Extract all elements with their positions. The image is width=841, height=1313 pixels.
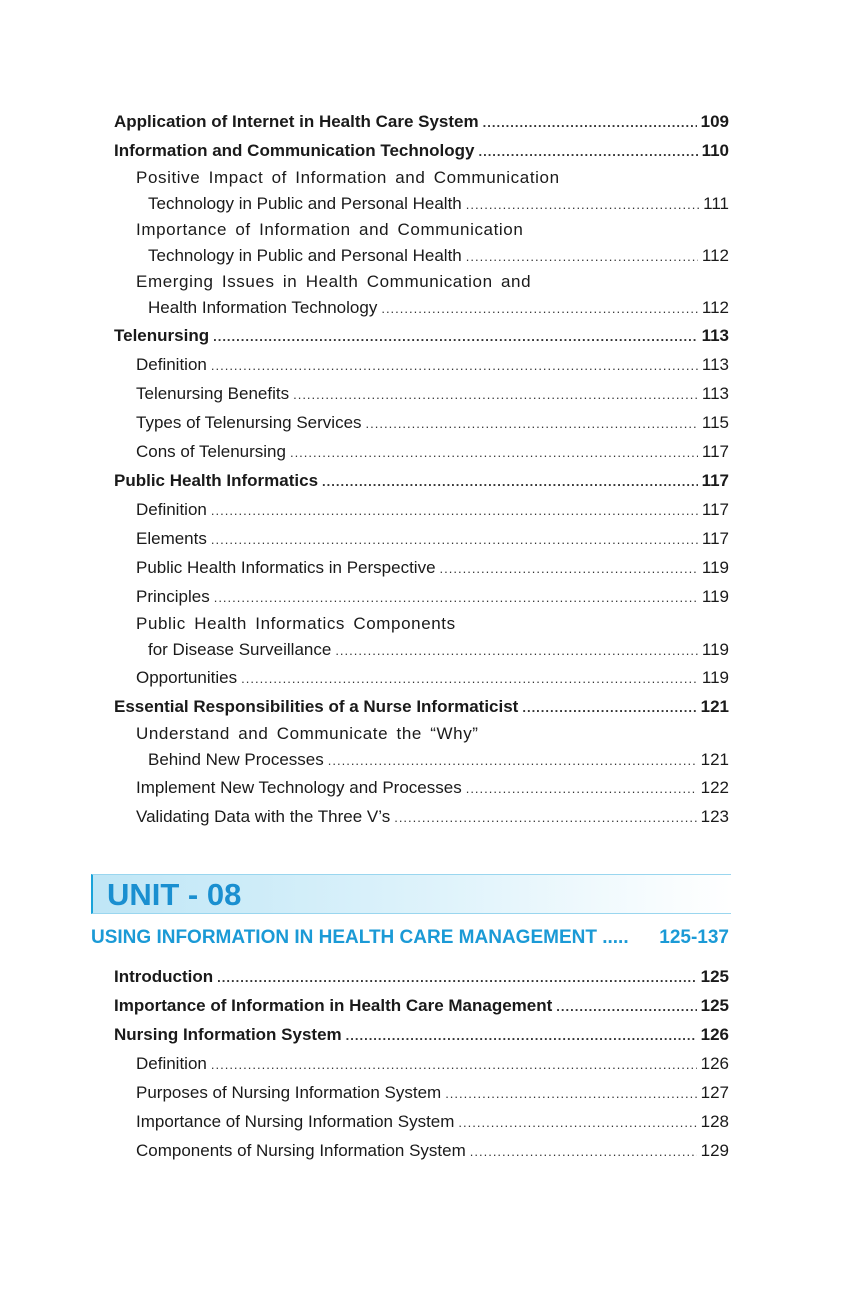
- toc-subentry: [114, 408, 729, 437]
- toc-dot-leader: [522, 693, 696, 722]
- unit-title-row: [91, 927, 729, 949]
- toc-subentry: [114, 773, 729, 802]
- toc-entry-title: Public Health Informatics in Perspective: [136, 558, 436, 577]
- toc-entry-first-line: Public Health Informatics Components: [136, 614, 456, 633]
- toc-page-number: 126: [700, 1025, 729, 1044]
- toc-page-number: 115: [701, 413, 729, 432]
- toc-dot-leader: [458, 1108, 696, 1137]
- toc-dot-leader: [293, 380, 698, 409]
- toc-entry-title: Components of Nursing Information System: [136, 1141, 466, 1160]
- toc-dot-leader: [445, 1079, 696, 1108]
- toc-entry-title: Telenursing Benefits: [136, 384, 290, 403]
- toc-entry-title: Opportunities: [136, 668, 238, 687]
- toc-page-number: 110: [701, 141, 729, 160]
- toc-page-number: 119: [701, 640, 729, 659]
- toc-entry-title: Health Information Technology: [148, 298, 378, 317]
- toc-dot-leader: [217, 963, 696, 992]
- toc-page-number: 126: [700, 1054, 729, 1073]
- toc-subentry: [114, 191, 729, 217]
- toc-subentry: [114, 379, 729, 408]
- toc-page-number: 117: [701, 442, 729, 461]
- toc-dot-leader: [322, 467, 698, 496]
- toc-page-number: 122: [700, 778, 729, 797]
- toc-entry-title: Public Health Informatics: [114, 471, 319, 490]
- toc-heading-entry: [114, 991, 729, 1020]
- toc-page-number: 111: [703, 194, 729, 213]
- toc-dot-leader: [466, 774, 697, 803]
- toc-page-number: 117: [701, 529, 729, 548]
- toc-subentry: [114, 637, 729, 663]
- toc-dot-leader: [346, 1021, 697, 1050]
- toc-dot-leader: [335, 638, 698, 664]
- toc-page-number: 112: [701, 246, 729, 265]
- toc-entry-title: Principles: [136, 587, 210, 606]
- toc-subentry: [114, 524, 729, 553]
- toc-page-number: 117: [701, 471, 729, 490]
- toc-dot-leader: [466, 244, 698, 270]
- toc-page-number: 117: [701, 500, 729, 519]
- toc-entry-title: Definition: [136, 1054, 207, 1073]
- toc-subentry: [114, 1078, 729, 1107]
- toc-subentry: [114, 663, 729, 692]
- toc-subentry: [114, 295, 729, 321]
- toc-entry-title: Technology in Public and Personal Health: [148, 246, 462, 265]
- toc-dot-leader: [214, 583, 698, 612]
- toc-dot-leader: [470, 1137, 697, 1166]
- toc-heading-entry: [114, 107, 729, 136]
- toc-heading-entry: [114, 1020, 729, 1049]
- toc-page-number: 123: [700, 807, 729, 826]
- toc-entry-title: Behind New Processes: [148, 750, 324, 769]
- toc-entry-title: Importance of Information in Health Care Management: [114, 996, 553, 1015]
- toc-dot-leader: [440, 554, 698, 583]
- toc-entry-title: Essential Responsibilities of a Nurse Informaticist: [114, 697, 519, 716]
- toc-entry-title: Importance of Nursing Information System: [136, 1112, 455, 1131]
- toc-subentry: [114, 747, 729, 773]
- toc-dot-leader: [483, 108, 697, 137]
- toc-dot-leader: [290, 438, 698, 467]
- toc-entry-title: Introduction: [114, 967, 214, 986]
- toc-dot-leader: [241, 664, 698, 693]
- toc-page-number: 112: [701, 298, 729, 317]
- toc-page-number: 119: [701, 587, 729, 606]
- toc-entry-first-line: Importance of Information and Communication: [136, 220, 524, 239]
- toc-dot-leader: [211, 351, 698, 380]
- toc-page-number: 129: [700, 1141, 729, 1160]
- toc-section-bottom: [114, 962, 729, 1165]
- toc-page-number: 113: [701, 326, 729, 345]
- toc-entry-title: Purposes of Nursing Information System: [136, 1083, 442, 1102]
- toc-subentry: [114, 802, 729, 831]
- toc-entry-title: Validating Data with the Three V’s: [136, 807, 391, 826]
- toc-page-number: 127: [700, 1083, 729, 1102]
- toc-dot-leader: [211, 525, 698, 554]
- toc-page-number: 119: [701, 668, 729, 687]
- toc-dot-leader: [556, 992, 696, 1021]
- toc-page-number: 128: [700, 1112, 729, 1131]
- unit-heading: UNIT - 08: [107, 877, 242, 912]
- toc-heading-entry: [114, 692, 729, 721]
- toc-entry-title: Technology in Public and Personal Health: [148, 194, 462, 213]
- toc-page-number: 113: [701, 355, 729, 374]
- toc-dot-leader: [466, 192, 699, 218]
- toc-subentry: [114, 1049, 729, 1078]
- toc-entry-title: Elements: [136, 529, 207, 548]
- toc-subentry: [114, 243, 729, 269]
- toc-page-number: 125: [700, 967, 729, 986]
- toc-subentry: [114, 582, 729, 611]
- toc-dot-leader: [366, 409, 698, 438]
- toc-dot-leader: [211, 496, 698, 525]
- toc-entry-title: Definition: [136, 355, 207, 374]
- toc-heading-entry: [114, 136, 729, 165]
- toc-entry-title: Cons of Telenursing: [136, 442, 286, 461]
- toc-dot-leader: [394, 803, 696, 832]
- toc-subentry: [114, 1107, 729, 1136]
- toc-entry-title: Application of Internet in Health Care System: [114, 112, 479, 131]
- toc-page-number: 121: [700, 750, 729, 769]
- toc-entry-title: Definition: [136, 500, 207, 519]
- toc-entry-title: Types of Telenursing Services: [136, 413, 362, 432]
- toc-subentry: [114, 350, 729, 379]
- toc-dot-leader: [381, 296, 698, 322]
- toc-heading-entry: [114, 466, 729, 495]
- toc-dot-leader: [211, 1050, 697, 1079]
- toc-page-number: 109: [700, 112, 729, 131]
- toc-entry-title: for Disease Surveillance: [148, 640, 332, 659]
- toc-entry-first-line: Emerging Issues in Health Communication and: [136, 272, 532, 291]
- toc-subentry: [114, 1136, 729, 1165]
- toc-entry-title: Nursing Information System: [114, 1025, 342, 1044]
- toc-dot-leader: [478, 137, 697, 166]
- toc-entry-title: Implement New Technology and Processes: [136, 778, 462, 797]
- toc-heading-entry: [114, 321, 729, 350]
- toc-subentry: [114, 553, 729, 582]
- toc-page-number: 119: [701, 558, 729, 577]
- toc-section-top: [114, 107, 729, 831]
- toc-page-number: 121: [700, 697, 729, 716]
- toc-page-number: 125: [700, 996, 729, 1015]
- toc-entry-first-line: Positive Impact of Information and Communication: [136, 168, 560, 187]
- toc-subentry: [114, 437, 729, 466]
- toc-entry-title: Telenursing: [114, 326, 210, 345]
- toc-heading-entry: [114, 962, 729, 991]
- unit-page-range: 125-137: [659, 927, 729, 948]
- toc-entry-title: Information and Communication Technology: [114, 141, 475, 160]
- toc-page-number: 113: [701, 384, 729, 403]
- toc-dot-leader: [213, 322, 697, 351]
- toc-entry-first-line: Understand and Communicate the “Why”: [136, 724, 479, 743]
- toc-subentry: [114, 495, 729, 524]
- unit-heading-banner: [91, 874, 731, 914]
- unit-title: USING INFORMATION IN HEALTH CARE MANAGEMENT .....: [91, 927, 629, 948]
- toc-dot-leader: [328, 748, 697, 774]
